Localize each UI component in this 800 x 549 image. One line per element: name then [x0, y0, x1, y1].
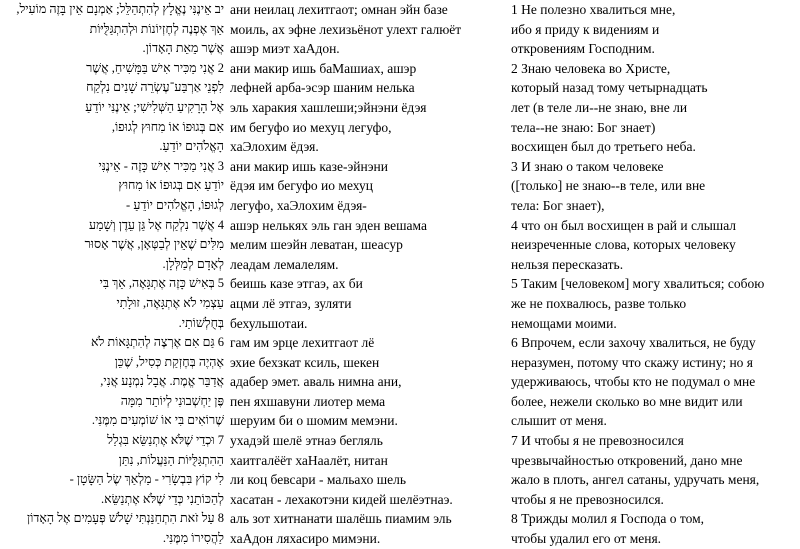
hebrew-line: אַךְ אֶפְנֶה לְחֶזְיוֹנוֹת וּלְהִתְגַּלֻּיּוֹת: [89, 21, 224, 36]
hebrew-line: שֶׁרוֹאִים בִּי אוֹ שׁוֹמְעִים מִמֶּנִּי.: [91, 413, 224, 428]
transliteration-line: леадам лемалелям.: [230, 256, 339, 272]
russian-line: более, нежели сколько во мне видит или: [511, 393, 743, 409]
transliteration-line: ашэр нелькях эль ган эден вешама: [230, 217, 427, 233]
russian-line: 4 что он был восхищен в рай и слышал: [511, 217, 737, 233]
russian-line: 2 Знаю человека во Христе,: [511, 60, 671, 76]
transliteration-line: аль зот хитнанати шалёшь пиамим эль: [230, 511, 452, 527]
transliteration-line: ёдэя им бегуфо ио мехуц: [230, 178, 373, 194]
russian-line: удерживаюсь, чтобы кто не подумал о мне: [511, 374, 756, 390]
hebrew-line: אֶל הָרָקִיעַ הַשְּׁלִישִׁי; אֵינֶנִּי יוֹדֵעַ: [85, 99, 224, 114]
hebrew-line: הָאֱלֹהִים יוֹדֵעַ.: [159, 139, 224, 154]
hebrew-line: הַהִתְגַּלֻּיּוֹת הַנַּעֲלוֹת, נִתַּן: [118, 452, 224, 467]
russian-line: же не похвалюсь, разве только: [511, 295, 687, 311]
transliteration-line: им бегуфо ио мехуц легуфо,: [230, 119, 392, 135]
russian-line: 3 И знаю о таком человеке: [511, 158, 664, 174]
hebrew-line: לִפְנֵי אַרְבַּע־עֶשְׂרֵה שָׁנִים נִלְקַח: [86, 80, 224, 95]
russian-line: неизреченные слова, которых человеку: [511, 237, 736, 253]
transliteration-line: мелим шеэйн леватан, шеасур: [230, 237, 403, 253]
transliteration-line: ли коц бевсари - мальахо шель: [230, 472, 406, 488]
russian-line: ибо я приду к видениям и: [511, 21, 660, 37]
transliteration-line: моиль, ах эфне лехизьёнот улехт галюёт: [230, 21, 462, 37]
transliteration-line: беишь казе этгаэ, ах би: [230, 276, 363, 292]
russian-line: чрезвычайностью откровений, дано мне: [511, 452, 743, 468]
hebrew-line: בְּחֻלְשׁוֹתַי.: [178, 315, 224, 330]
russian-line: 1 Не полезно хвалиться мне,: [511, 2, 676, 17]
hebrew-line: 7 וּכְדֵי שֶׁלֹּא אֶתְנַשֵּׂא בִּגְלַל: [107, 433, 224, 448]
transliteration-line: адабер эмет. аваль нимна ани,: [230, 374, 402, 390]
russian-line: тела--не знаю: Бог знает): [511, 119, 656, 135]
russian-line: слышит от меня.: [511, 413, 607, 429]
russian-line: ([только] не знаю--в теле, или вне: [511, 178, 706, 194]
hebrew-line: אֲשֶׁר מֵאֵת הָאָדוֹן.: [142, 41, 224, 56]
transliteration-line: хаЭлохим ёдэя.: [230, 139, 319, 155]
hebrew-column: [0, 0, 224, 549]
russian-line: 5 Таким [человеком] могу хвалиться; собою: [511, 276, 765, 292]
hebrew-line: מִלִּים שֶׁאֵין לְבַטְּאָן, אֲשֶׁר אָסוּר: [84, 237, 224, 252]
transliteration-line: эхие бехзкат ксиль, шекен: [230, 354, 380, 370]
transliteration-line: ацми лё этгаэ, зуляти: [230, 295, 352, 311]
russian-line: жало в плоть, ангел сатаны, удручать меня,: [511, 472, 760, 488]
transliteration-line: бехульшотаи.: [230, 315, 308, 331]
hebrew-line: אִם בְּגוּפוֹ אוֹ מִחוּץ לְגוּפוֹ,: [111, 119, 224, 134]
transliteration-line: хаитгалёёт хаНаалёт, нитан: [230, 452, 388, 468]
transliteration-line: ани макир ишь казе-эйнэни: [230, 158, 388, 174]
hebrew-line: לַהֲסִירוֹ מִמֶּנִּי.: [162, 531, 224, 546]
transliteration-line: ани макир ишь баМашиах, ашэр: [230, 60, 417, 76]
hebrew-line: לְהַכּוֹתֵנִי כְּדֵי שֶׁלֹּא אֶתְנַשֵּׂא.: [101, 491, 224, 506]
russian-line: восхищен был до третьего неба.: [511, 139, 696, 155]
hebrew-line: אֲדַבֵּר אֱמֶת. אֲבָל נִמְנָע אֲנִי,: [100, 374, 224, 389]
russian-line: чтобы удалил его от меня.: [511, 531, 662, 547]
transliteration-line: шеруим би о шомим мемэни.: [230, 413, 398, 429]
hebrew-line: 4 אֲשֶׁר נִלְקַח אֶל גַּן עֵדֶן וְשָׁמַע: [89, 217, 224, 232]
hebrew-line: לְגוּפוֹ, הָאֱלֹהִים יוֹדֵעַ -: [126, 197, 224, 212]
transliteration-line: хаАдон ляхасиро мимэни.: [230, 531, 381, 547]
hebrew-line: יב אֵינֶנִּי נֶאֱלָץ לְהִתְהַלֵּל; אַמְנָם אֵין בָּזֶה מוֹעִיל,: [16, 2, 224, 16]
hebrew-line: לְאָדָם לְמַלְּלָן.: [162, 256, 224, 271]
russian-line: откровениям Господним.: [511, 41, 655, 57]
hebrew-line: 3 אֲנִי מַכִּיר אִישׁ כָּזֶה - אֵינֶנִּי: [98, 158, 224, 173]
russian-line: 8 Трижды молил я Господа о том,: [511, 511, 705, 527]
hebrew-line: 6 גַּם אִם אֶרְצֶה לְהִתְגָּאוֹת לֹא: [91, 335, 224, 350]
transliteration-line: лефней арба-эсэр шаним нелька: [230, 80, 415, 96]
hebrew-line: 5 בְּאִישׁ כָּזֶה אֶתְגָּאֶה, אַךְ בִּי: [99, 276, 224, 291]
hebrew-line: פֶּן יַחְשְׁבוּנִי לְיוֹתֵר מִמָּה: [120, 393, 224, 408]
russian-line: неразумен, потому что скажу истину; но я: [511, 354, 754, 370]
hebrew-line: 2 אֲנִי מַכִּיר אִישׁ בַּמָּשִׁיחַ, אֲשֶׁר: [86, 60, 224, 75]
transliteration-line: хасатан - лехакотэни кидей шелёэтнаэ.: [230, 491, 453, 507]
transliteration-line: ухадэй шелё этнаэ бегляль: [230, 433, 383, 449]
russian-line: чтобы я не превозносился.: [511, 491, 664, 507]
transliteration-line: легуфо, хаЭлохим ёдэя-: [230, 197, 367, 213]
transliteration-line: эль харакия хашлеши;эйнэни ёдэя: [230, 99, 427, 115]
russian-line: немощами моими.: [511, 315, 617, 331]
russian-line: который назад тому четырнадцать: [511, 80, 708, 96]
russian-column: [511, 0, 800, 549]
russian-line: тела: Бог знает),: [511, 197, 605, 213]
transliteration-line: гам им эрце лехитгаот лё: [230, 335, 375, 351]
russian-line: 7 И чтобы я не превозносился: [511, 433, 684, 449]
hebrew-line: לִי קוֹץ בִּבְשָׂרִי - מַלְאַךְ שֶׂל הַשָּׂטָן -: [69, 472, 224, 487]
transliteration-column: [230, 0, 505, 549]
transliteration-line: ани неилац лехитгаот; омнан эйн базе: [230, 2, 448, 17]
transliteration-line: ашэр миэт хаАдон.: [230, 41, 340, 57]
hebrew-line: יוֹדֵעַ אִם בְּגוּפוֹ אוֹ מִחוּץ: [118, 178, 224, 193]
russian-line: 6 Впрочем, если захочу хвалиться, не буду: [511, 335, 756, 351]
hebrew-line: אֶהְיֶה בְּחֶזְקַת כְּסִיל, שֶׁכֵּן: [114, 354, 224, 369]
russian-line: нельзя пересказать.: [511, 256, 624, 272]
russian-line: лет (в теле ли--не знаю, вне ли: [511, 99, 688, 115]
transliteration-line: пен яхшавуни лиотер мема: [230, 393, 386, 409]
hebrew-line: 8 עַל זֹאת הִתְחַנַּנְתִּי שָׁלֹשׁ פְּעָמִים אֶל הָאָדוֹן: [27, 511, 224, 526]
hebrew-line: עַצְמִי לֹא אֶתְגָּאֶה, זוּלָתִי: [116, 295, 224, 310]
